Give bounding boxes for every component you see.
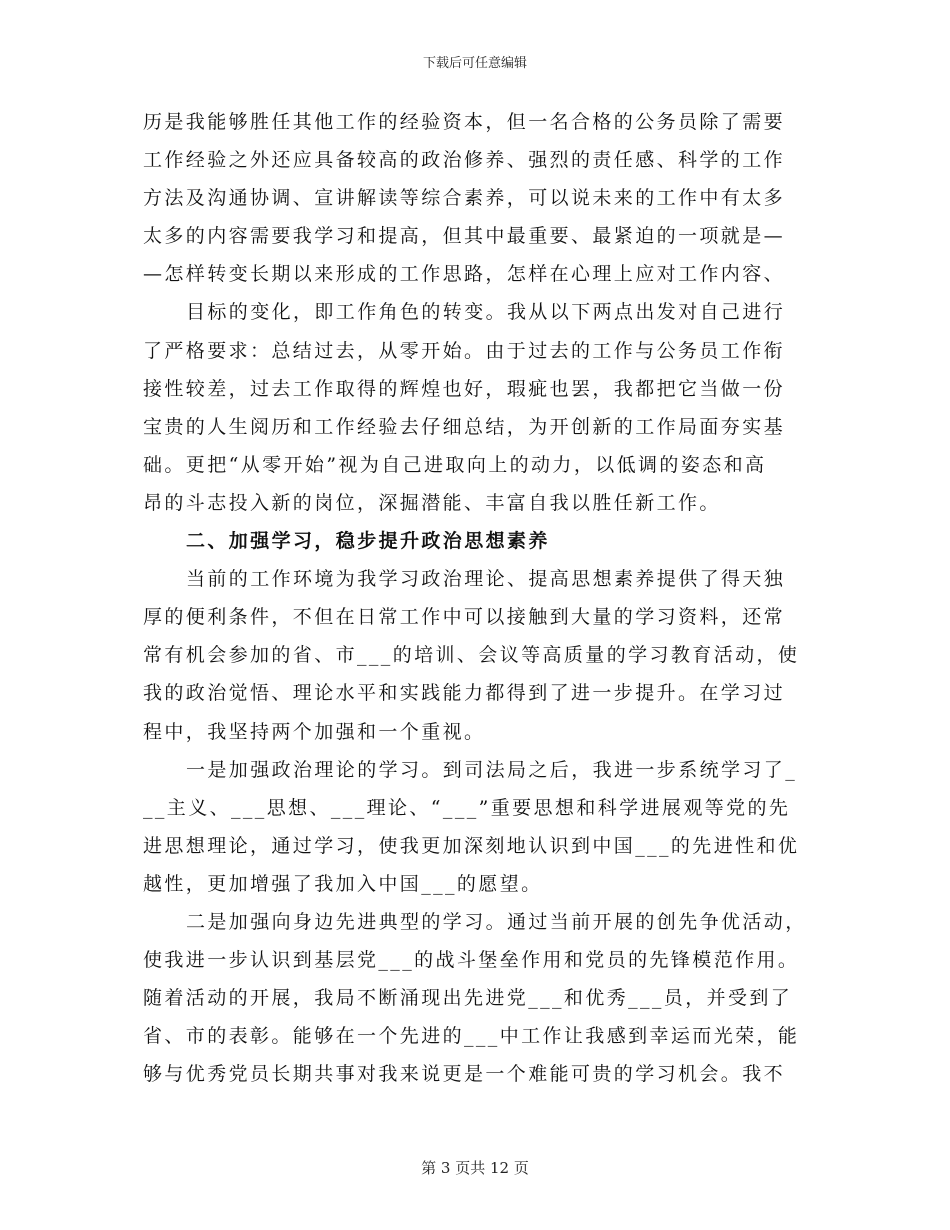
- text-line: 够与优秀党员长期共事对我来说更是一个难能可贵的学习机会。我不: [143, 1063, 786, 1086]
- text-line: 历是我能够胜任其他工作的经验资本，但一名合格的公务员除了需要: [143, 111, 786, 133]
- text-line: 宝贵的人生阅历和工作经验去仔细总结，为开创新的工作局面夯实基: [143, 415, 786, 438]
- page-header: 下载后可任意编辑: [422, 56, 527, 71]
- text-line: __主义、___思想、___理论、“___”重要思想和科学进展观等党的先: [143, 796, 791, 819]
- text-line: 进思想理论，通过学习，使我更加深刻地认识到中国___的先进性和优: [143, 834, 800, 857]
- text-line: 使我进一步认识到基层党___的战斗堡垒作用和党员的先锋模范作用。: [143, 949, 800, 972]
- text-line: 目标的变化，即工作角色的转变。我从以下两点出发对自己进行: [186, 301, 786, 324]
- text-line: —怎样转变长期以来形成的工作思路，怎样在心理上应对工作内容、: [143, 263, 786, 286]
- text-line: 接性较差，过去工作取得的辉煌也好，瑕疵也罢，我都把它当做一份: [143, 377, 786, 400]
- text-line: 太多的内容需要我学习和提高，但其中最重要、最紧迫的一项就是—: [143, 225, 786, 248]
- section-heading: 二、加强学习，稳步提升政治思想素养: [186, 530, 550, 553]
- text-line: 常有机会参加的省、市___的培训、会议等高质量的学习教育活动，使: [143, 644, 800, 667]
- text-line: 二是加强向身边先进典型的学习。通过当前开展的创先争优活动，: [186, 910, 807, 933]
- document-body: [143, 103, 813, 1093]
- text-line: 昂的斗志投入新的岗位，深掘潜能、丰富自我以胜任新工作。: [143, 491, 721, 514]
- text-line: 了严格要求：总结过去，从零开始。由于过去的工作与公务员工作衔: [143, 339, 786, 362]
- text-line: 越性，更加增强了我加入中国___的愿望。: [143, 872, 543, 895]
- text-line: 方法及沟通协调、宣讲解读等综合素养，可以说未来的工作中有太多: [143, 187, 786, 210]
- text-line: 省、市的表彰。能够在一个先进的___中工作让我感到幸运而光荣，能: [143, 1025, 800, 1048]
- text-line: 我的政治觉悟、理论水平和实践能力都得到了进一步提升。在学习过: [143, 682, 786, 705]
- text-line: 一是加强政治理论的学习。到司法局之后，我进一步系统学习了_: [186, 758, 798, 781]
- text-line: 当前的工作环境为我学习政治理论、提高思想素养提供了得天独: [186, 568, 786, 591]
- text-line: 工作经验之外还应具备较高的政治修养、强烈的责任感、科学的工作: [143, 149, 786, 172]
- text-line: 程中，我坚持两个加强和一个重视。: [143, 720, 486, 743]
- text-line: 随着活动的开展，我局不断涌现出先进党___和优秀___员，并受到了: [143, 987, 793, 1010]
- text-line: 础。更把“从零开始”视为自己进取向上的动力，以低调的姿态和高: [143, 453, 767, 476]
- page-footer: 第 3 页共 12 页: [421, 1159, 529, 1177]
- text-line: 厚的便利条件，不但在日常工作中可以接触到大量的学习资料，还常: [143, 606, 786, 629]
